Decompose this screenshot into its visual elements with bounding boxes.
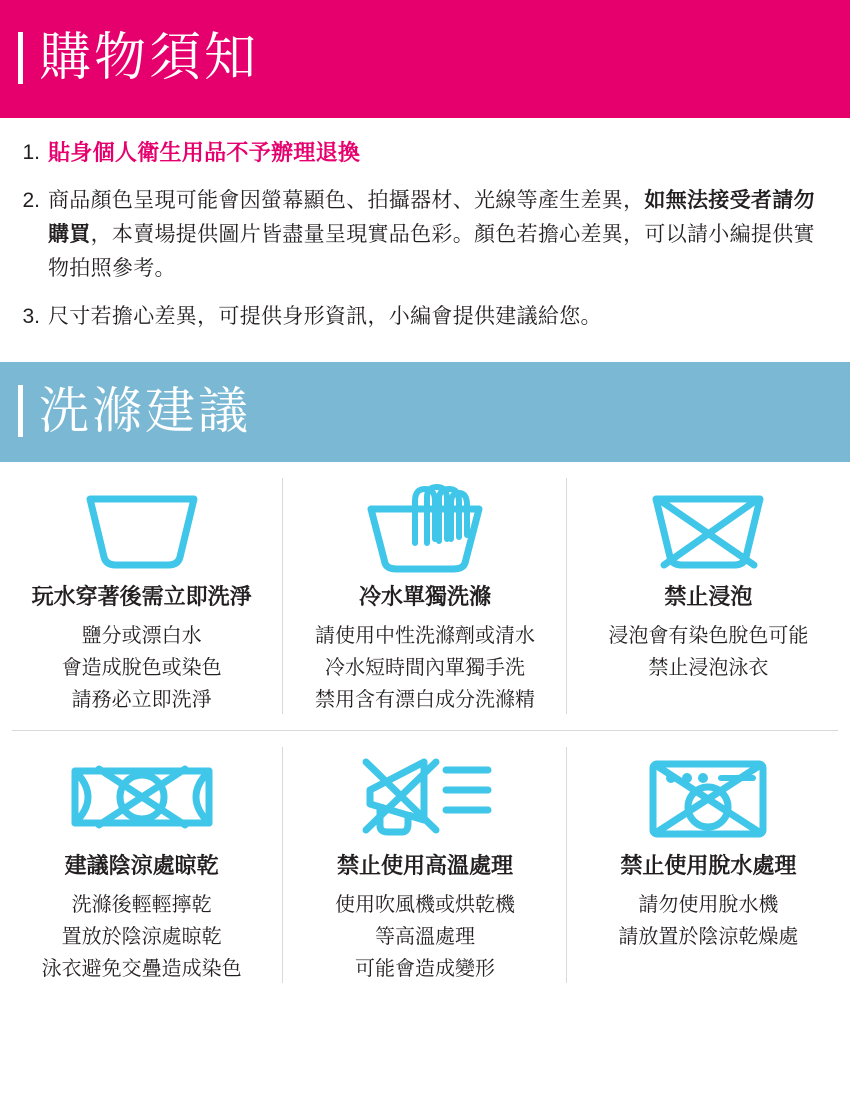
care-cell-hand-wash-cold — [283, 462, 566, 730]
no-soak-icon — [573, 480, 844, 576]
notice-text: 貼身個人衛生用品不予辦理退換 — [48, 140, 361, 165]
notice-number: 1. — [22, 141, 40, 164]
care-title: 禁止使用高溫處理 — [336, 853, 513, 878]
care-cell-no-spin-dry — [567, 731, 850, 999]
care-line: 請使用中性洗滌劑或清水 — [314, 625, 535, 647]
care-line: 洗滌後輕輕擰乾 — [71, 894, 212, 916]
care-line: 禁止浸泡泳衣 — [648, 657, 769, 679]
care-cell-no-soak — [567, 462, 850, 730]
notice-item-2 — [14, 184, 836, 286]
shopping-notice-list — [0, 118, 850, 362]
shopping-notice-title: 購物須知 — [39, 29, 260, 87]
notice-tail: ，本賣場提供圖片皆盡量呈現實品色彩。顏色若擔心差異，可以請小編提供實物拍照參考。 — [48, 223, 815, 280]
shopping-notice-header — [0, 0, 850, 118]
care-line: 請務必立即洗淨 — [71, 689, 212, 711]
care-title: 建議陰涼處晾乾 — [64, 853, 219, 878]
wash-care-title: 洗滌建議 — [39, 383, 251, 439]
wash-care-grid — [0, 462, 850, 999]
care-line: 冷水短時間內單獨手洗 — [324, 657, 525, 679]
care-title: 玩水穿著後需立即洗淨 — [31, 584, 252, 609]
wash-care-header — [0, 362, 850, 462]
care-line: 置放於陰涼處晾乾 — [61, 926, 222, 948]
care-title: 禁止使用脫水處理 — [620, 853, 797, 878]
hand-wash-icon — [289, 480, 560, 576]
care-cell-no-high-heat — [283, 731, 566, 999]
notice-item-3 — [14, 300, 836, 334]
care-line: 禁用含有漂白成分洗滌精 — [314, 689, 535, 711]
care-line: 使用吹風機或烘乾機 — [334, 894, 515, 916]
notice-item-1 — [14, 136, 836, 170]
care-cell-no-wring-dry-shade — [0, 731, 283, 999]
care-line: 會造成脫色或染色 — [61, 657, 222, 679]
notice-number: 2. — [22, 189, 40, 212]
care-line: 可能會造成變形 — [354, 958, 495, 980]
notice-bold-2: 請勿購買 — [48, 189, 815, 246]
notice-bold-1: 如無法接受者 — [644, 189, 773, 212]
care-cell-wash-immediately — [0, 462, 283, 730]
notice-text: 尺寸若擔心差異，可提供身形資訊，小編會提供建議給您。 — [48, 305, 602, 328]
notice-number: 3. — [22, 305, 40, 328]
no-spin-dry-icon — [573, 749, 844, 845]
care-line: 請放置於陰涼乾燥處 — [618, 926, 799, 948]
notice-lead: 商品顏色呈現可能會因螢幕顯色、拍攝器材、光線等產生差異， — [48, 189, 645, 212]
care-title: 禁止浸泡 — [664, 584, 753, 609]
no-tumble-dry-heat-icon — [289, 749, 560, 845]
header-tick — [18, 385, 23, 437]
wash-basin-icon — [6, 480, 277, 576]
care-line: 浸泡會有染色脫色可能 — [608, 625, 809, 647]
care-line: 等高溫處理 — [374, 926, 475, 948]
care-title: 冷水單獨洗滌 — [358, 584, 491, 609]
care-line: 鹽分或漂白水 — [81, 625, 202, 647]
care-line: 請勿使用脫水機 — [638, 894, 779, 916]
header-tick — [18, 32, 23, 84]
notice-text — [48, 184, 836, 286]
care-line: 泳衣避免交疊造成染色 — [41, 958, 242, 980]
no-wring-icon — [6, 749, 277, 845]
